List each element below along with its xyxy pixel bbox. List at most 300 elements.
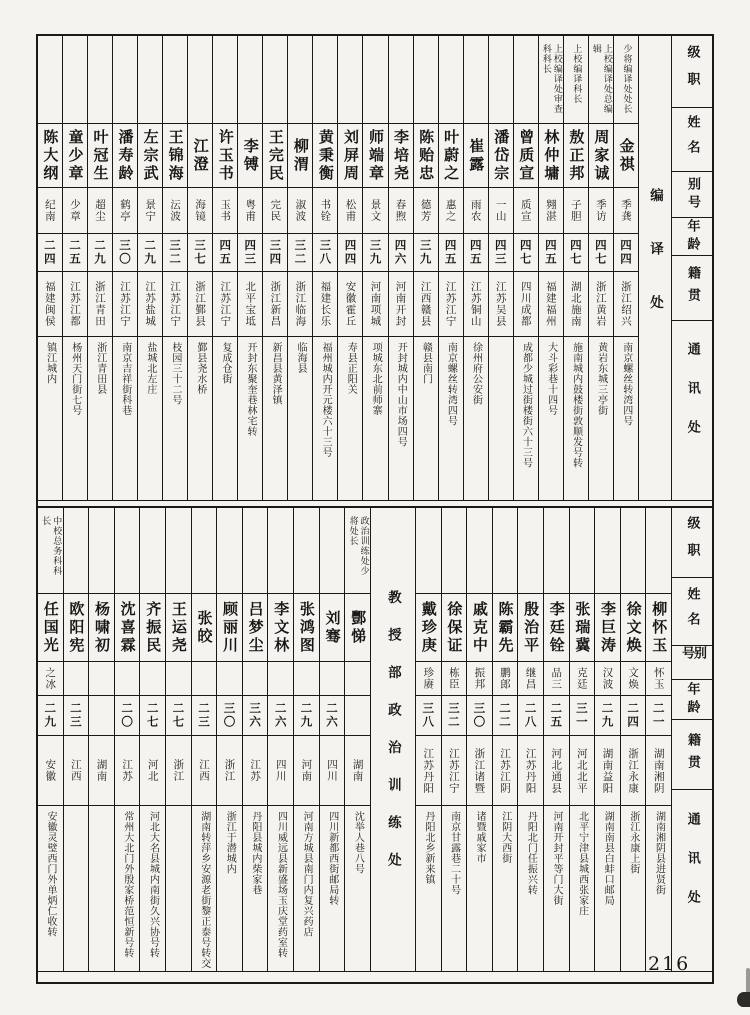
- alias-cell-text: 栋臣: [447, 667, 460, 690]
- rank-cell: [313, 36, 337, 124]
- name-cell: [570, 594, 595, 662]
- age-cell: [464, 234, 488, 272]
- native-cell: [243, 736, 268, 806]
- native-cell-text: 江苏: [121, 759, 134, 782]
- address-cell-text: 开封城内中山市场四号: [395, 342, 407, 447]
- name-cell: [416, 594, 441, 662]
- age-cell-text: 三〇: [472, 702, 487, 729]
- age-cell: [539, 234, 563, 272]
- native-cell-text: 江苏丹阳: [524, 747, 537, 794]
- address-cell: [243, 806, 268, 971]
- header-age: [672, 680, 712, 720]
- person-column: [237, 36, 262, 500]
- age-cell-text: 三二: [446, 702, 461, 729]
- person-column: [337, 36, 362, 500]
- address-cell-text: 徐州府公安街: [470, 342, 482, 405]
- name-cell-text: 李文林: [272, 600, 291, 655]
- name-cell: [564, 124, 588, 188]
- name-cell-text: 江澄: [191, 137, 210, 174]
- address-cell-text: 寿县正阳关: [345, 342, 357, 395]
- name-cell: [163, 124, 187, 188]
- rank-cell: [163, 36, 187, 124]
- alias-cell-text: 汉波: [601, 667, 614, 690]
- alias-cell-text: 一山: [494, 199, 507, 222]
- person-column: [212, 36, 237, 500]
- rank-cell-text: 政治训练处少将处长: [347, 516, 369, 576]
- age-cell-text: 二五: [549, 702, 564, 729]
- name-cell: [489, 124, 513, 188]
- alias-cell: [464, 188, 488, 234]
- name-cell-text: 许玉书: [216, 128, 235, 183]
- name-cell-text: 黄秉衡: [316, 128, 335, 183]
- rank-cell: [439, 36, 463, 124]
- alias-cell: [621, 662, 646, 696]
- address-cell: [138, 337, 162, 500]
- name-cell: [166, 594, 191, 662]
- name-cell: [263, 124, 287, 188]
- address-cell-text: 河北大名县城内南街久兴协号转: [147, 811, 159, 958]
- name-cell: [544, 594, 569, 662]
- alias-cell-text: 季访: [594, 199, 607, 222]
- rank-cell: [320, 508, 345, 594]
- rank-cell: [188, 36, 212, 124]
- address-cell: [467, 806, 492, 971]
- name-cell-text: 殷治平: [522, 600, 541, 655]
- address-cell-text: 四川新都西街邮局转: [326, 811, 338, 906]
- rank-cell: [38, 36, 62, 124]
- name-cell-text: 周家诚: [592, 128, 611, 183]
- native-cell-text: 浙江临海: [294, 281, 307, 327]
- native-cell-text: 浙江绍兴: [619, 281, 632, 327]
- age-cell: [621, 696, 646, 736]
- native-cell: [518, 736, 543, 806]
- name-cell-text: 齐振民: [144, 600, 163, 655]
- native-cell: [163, 272, 187, 337]
- age-cell-text: 三九: [418, 239, 433, 266]
- native-cell: [493, 736, 518, 806]
- column-headers: [671, 508, 712, 971]
- name-cell: [338, 124, 362, 188]
- address-cell: [595, 806, 620, 971]
- name-cell-text: 师端章: [367, 128, 385, 183]
- address-cell-text: 河南开封平等门大街: [551, 811, 562, 906]
- address-cell: [192, 806, 217, 971]
- alias-cell-text: 克廷: [575, 667, 588, 690]
- age-cell-text: 四七: [518, 239, 533, 266]
- age-cell: [614, 234, 638, 272]
- rank-cell: [514, 36, 538, 124]
- section-title: 教授部政治训练处: [384, 589, 401, 890]
- name-cell: [89, 594, 114, 662]
- alias-cell: [263, 188, 287, 234]
- rank-cell-text: 上校编译科长: [571, 44, 582, 104]
- person-column: [517, 508, 543, 971]
- address-cell: [89, 806, 114, 971]
- age-cell: [263, 234, 287, 272]
- address-cell: [439, 337, 463, 500]
- address-cell: [113, 337, 137, 500]
- header-rank: [672, 36, 712, 108]
- native-cell: [140, 736, 165, 806]
- native-cell: [313, 272, 337, 337]
- address-cell: [268, 806, 293, 971]
- rank-cell: [263, 36, 287, 124]
- name-cell-text: 叶蔚之: [442, 128, 461, 183]
- roster-table-bottom: [36, 506, 714, 984]
- person-column: [594, 508, 620, 971]
- native-cell-text: 江苏江宁: [219, 281, 232, 327]
- alias-cell: [493, 662, 518, 696]
- address-cell-text: 沈举人巷八号: [352, 811, 364, 874]
- alias-cell-text: 松甫: [344, 199, 357, 222]
- alias-cell: [489, 188, 513, 234]
- alias-cell-text: 书铨: [319, 199, 332, 222]
- address-cell-text: 北平宁津县城西张家庄: [576, 811, 588, 916]
- age-cell: [595, 696, 620, 736]
- address-cell: [493, 806, 518, 971]
- native-cell-text: 湖南: [95, 759, 108, 782]
- address-cell: [589, 337, 613, 500]
- age-cell-text: 二九: [43, 702, 58, 729]
- native-cell-text: 福建闽侯: [43, 281, 56, 327]
- age-cell: [320, 696, 345, 736]
- name-cell: [363, 124, 387, 188]
- header-native: [672, 720, 712, 790]
- name-cell: [217, 594, 242, 662]
- person-column: [466, 508, 492, 971]
- age-cell-text: 三八: [318, 239, 333, 266]
- age-cell: [564, 234, 588, 272]
- alias-cell-text: 翙湛: [544, 199, 557, 222]
- address-cell: [88, 337, 112, 500]
- person-column: [87, 36, 112, 500]
- native-cell-text: 浙江诸暨: [473, 747, 486, 794]
- rank-cell: [464, 36, 488, 124]
- age-cell: [294, 696, 319, 736]
- name-cell-text: 陈贻忠: [417, 128, 436, 183]
- name-cell: [288, 124, 312, 188]
- name-cell-text: 李培尧: [392, 128, 411, 183]
- address-cell-text: 浙江青田县: [94, 342, 106, 395]
- rank-cell: [89, 508, 114, 594]
- rank-cell: [345, 508, 370, 594]
- header-age-text: 年龄: [684, 218, 700, 255]
- alias-cell: [63, 188, 87, 234]
- name-cell-text: 崔露: [467, 137, 486, 174]
- person-column: [262, 36, 287, 500]
- name-cell: [115, 594, 140, 662]
- age-cell: [493, 696, 518, 736]
- header-name-text: 姓名: [684, 114, 700, 165]
- native-cell: [113, 272, 137, 337]
- address-cell: [646, 806, 671, 971]
- rank-cell: [493, 508, 518, 594]
- scan-edge-mark: [746, 968, 750, 998]
- alias-cell-text: 景文: [369, 199, 382, 222]
- person-column: [191, 508, 217, 971]
- native-cell: [489, 272, 513, 337]
- native-cell: [621, 736, 646, 806]
- address-cell-text: 福州城内开元楼六十三号: [320, 342, 332, 458]
- alias-cell: [389, 188, 413, 234]
- age-cell-text: 三四: [268, 239, 283, 266]
- native-cell: [514, 272, 538, 337]
- native-cell-text: 江苏吴县: [494, 281, 507, 327]
- alias-cell: [595, 662, 620, 696]
- native-cell-text: 湖南湘阴: [652, 747, 665, 794]
- age-cell-text: 二六: [273, 702, 288, 729]
- alias-cell: [518, 662, 543, 696]
- native-cell: [38, 272, 62, 337]
- name-cell-text: 刘骞: [323, 609, 342, 646]
- name-cell-text: 刘屏周: [341, 128, 360, 183]
- header-alias: [672, 172, 712, 218]
- name-cell-text: 潘寿龄: [116, 128, 135, 183]
- native-cell: [414, 272, 438, 337]
- age-cell-text: 三九: [368, 239, 383, 266]
- alias-cell-text: 惠之: [444, 199, 457, 222]
- address-cell: [514, 337, 538, 500]
- name-cell: [442, 594, 467, 662]
- address-cell-text: 南京螺丝转湾四号: [445, 342, 457, 426]
- alias-cell-text: 振邦: [473, 667, 486, 690]
- alias-cell: [570, 662, 595, 696]
- native-cell: [88, 272, 112, 337]
- address-cell: [166, 806, 191, 971]
- native-cell: [213, 272, 237, 337]
- age-cell: [268, 696, 293, 736]
- alias-cell: [414, 188, 438, 234]
- age-cell: [64, 696, 89, 736]
- age-cell-text: 二四: [626, 702, 641, 729]
- age-cell-text: 四六: [393, 239, 408, 266]
- alias-cell: [564, 188, 588, 234]
- age-cell-text: 二〇: [120, 702, 135, 729]
- alias-cell: [294, 662, 319, 696]
- native-cell: [64, 736, 89, 806]
- native-cell: [442, 736, 467, 806]
- table-columns-top: [38, 36, 712, 500]
- age-cell: [243, 696, 268, 736]
- name-cell-text: 李巨涛: [598, 600, 617, 655]
- rank-cell: [518, 508, 543, 594]
- age-cell-text: 三六: [248, 702, 263, 729]
- address-cell: [518, 806, 543, 971]
- person-column: [38, 508, 63, 971]
- name-cell-text: 顾丽川: [221, 600, 240, 655]
- age-cell-text: 三七: [193, 239, 208, 266]
- native-cell-text: 安徽霍丘: [344, 281, 357, 327]
- table-footer-strip: [38, 971, 712, 982]
- age-cell-text: 二一: [651, 702, 666, 729]
- person-column: [388, 36, 413, 500]
- header-rank: [672, 508, 712, 578]
- alias-cell: [467, 662, 492, 696]
- age-cell-text: 三〇: [118, 239, 133, 266]
- name-cell: [64, 594, 89, 662]
- address-cell: [570, 806, 595, 971]
- native-cell-text: 江苏盐城: [144, 281, 157, 327]
- alias-cell-text: 德芳: [419, 199, 432, 222]
- header-address-text: 通讯处: [684, 341, 700, 459]
- address-cell: [188, 337, 212, 500]
- address-cell-text: 枝园三十二号: [169, 342, 181, 405]
- rank-cell-text: 上校编译处审查科科长: [540, 44, 562, 114]
- age-cell: [313, 234, 337, 272]
- age-cell: [544, 696, 569, 736]
- native-cell-text: 湖北施南: [569, 281, 582, 327]
- rank-cell: [140, 508, 165, 594]
- name-cell: [238, 124, 262, 188]
- address-cell-text: 盐城北左庄: [144, 342, 156, 395]
- name-cell-text: 左宗武: [141, 128, 160, 183]
- address-cell: [489, 337, 513, 500]
- address-cell-text: 南京吉祥街科巷: [119, 342, 131, 416]
- rank-cell: [217, 508, 242, 594]
- name-cell-text: 杨啸初: [93, 600, 111, 655]
- native-cell-text: 河南开封: [394, 281, 407, 327]
- age-cell-text: 四四: [618, 239, 633, 266]
- age-cell-text: 二六: [324, 702, 339, 729]
- address-cell-text: 杨州天门街七号: [69, 342, 81, 416]
- alias-cell-text: 鹤亭: [119, 199, 132, 222]
- alias-cell: [416, 662, 441, 696]
- name-cell: [539, 124, 563, 188]
- address-cell-text: 江阴大西街: [499, 811, 511, 864]
- name-cell-text: 陈大纲: [41, 128, 60, 183]
- alias-cell: [140, 662, 165, 696]
- rank-cell: [489, 36, 513, 124]
- native-cell-text: 河北北平: [575, 747, 588, 794]
- age-cell-text: 四七: [593, 239, 608, 266]
- age-cell: [489, 234, 513, 272]
- native-cell-text: 四川: [274, 759, 287, 782]
- age-cell: [589, 234, 613, 272]
- age-cell-text: 四五: [468, 239, 483, 266]
- header-address: [672, 321, 712, 479]
- age-cell-text: 二四: [42, 239, 57, 266]
- person-column: [242, 508, 268, 971]
- name-cell: [464, 124, 488, 188]
- address-cell-text: 临海县: [295, 342, 307, 374]
- address-cell: [389, 337, 413, 500]
- rank-cell: [268, 508, 293, 594]
- address-cell-text: 丹阳县城内柴家巷: [249, 811, 261, 895]
- native-cell: [564, 272, 588, 337]
- address-cell-text: 复成仓街: [219, 342, 231, 384]
- native-cell-text: 浙江青田: [93, 281, 106, 327]
- alias-cell-text: 子胆: [569, 199, 582, 222]
- native-cell-text: 河北通县: [550, 747, 563, 794]
- address-cell-text: 南京螺丝转湾四号: [620, 342, 632, 426]
- age-cell-text: 四五: [443, 239, 458, 266]
- native-cell-text: 四川: [325, 759, 338, 782]
- native-cell: [363, 272, 387, 337]
- name-cell-text: 戚克中: [470, 600, 489, 655]
- age-cell: [115, 696, 140, 736]
- native-cell-text: 江苏江宁: [444, 281, 457, 327]
- address-cell-text: 浙江于潜城内: [224, 811, 236, 874]
- person-column: [38, 36, 62, 500]
- native-cell-text: 福建长乐: [319, 281, 332, 327]
- name-cell-text: 李镈: [241, 137, 260, 174]
- alias-cell: [243, 662, 268, 696]
- rank-cell-text: 少将编译处处长: [621, 44, 632, 114]
- name-cell: [320, 594, 345, 662]
- address-cell-text: 湖南南县白蚌口邮局: [602, 811, 614, 906]
- address-cell: [544, 806, 569, 971]
- age-cell-text: 二三: [68, 702, 83, 729]
- rank-cell: [238, 36, 262, 124]
- person-column: [187, 36, 212, 500]
- native-cell-text: 浙江: [223, 759, 236, 782]
- address-cell: [313, 337, 337, 500]
- person-column: [463, 36, 488, 500]
- native-cell-text: 河南: [300, 759, 313, 782]
- alias-cell: [188, 188, 212, 234]
- native-cell-text: 河北: [146, 759, 159, 782]
- rank-cell: [414, 36, 438, 124]
- native-cell: [416, 736, 441, 806]
- native-cell: [389, 272, 413, 337]
- rank-cell: [564, 36, 588, 124]
- native-cell-text: 北平宝坻: [244, 281, 257, 327]
- alias-cell-text: 季龚: [619, 199, 632, 222]
- name-cell: [439, 124, 463, 188]
- address-cell-text: 四川威远县新盛场玉庆堂药室转: [275, 811, 287, 958]
- age-cell: [363, 234, 387, 272]
- rank-cell: [138, 36, 162, 124]
- native-cell-text: 江苏江宁: [169, 281, 182, 327]
- name-cell-text: 陈霸先: [496, 600, 515, 655]
- native-cell: [544, 736, 569, 806]
- alias-cell: [439, 188, 463, 234]
- person-column: [588, 36, 613, 500]
- person-column: [139, 508, 165, 971]
- address-cell-text: 成都少城过街楼街六十三号: [520, 342, 532, 468]
- alias-cell-text: 之冰: [44, 667, 57, 690]
- native-cell: [439, 272, 463, 337]
- person-column: [88, 508, 114, 971]
- native-cell: [646, 736, 671, 806]
- address-cell: [363, 337, 387, 500]
- age-cell-text: 四四: [343, 239, 358, 266]
- person-column: [312, 36, 337, 500]
- column-headers: [671, 36, 712, 500]
- alias-cell: [88, 188, 112, 234]
- native-cell: [539, 272, 563, 337]
- age-cell-text: 二三: [196, 702, 211, 729]
- age-cell: [414, 234, 438, 272]
- native-cell-text: 江苏: [249, 759, 262, 782]
- age-cell-text: 四五: [543, 239, 558, 266]
- alias-cell: [115, 662, 140, 696]
- address-cell: [414, 337, 438, 500]
- alias-cell: [38, 188, 62, 234]
- person-column: [344, 508, 370, 971]
- name-cell: [63, 124, 87, 188]
- address-cell-text: 常州大北门外殷家桥范恒新号转: [121, 811, 133, 958]
- person-column: [513, 36, 538, 500]
- native-cell-text: 湖南益阳: [601, 747, 614, 794]
- person-column: [543, 508, 569, 971]
- person-column: [267, 508, 293, 971]
- age-cell: [63, 234, 87, 272]
- name-cell: [589, 124, 613, 188]
- alias-cell: [514, 188, 538, 234]
- age-cell: [338, 234, 362, 272]
- name-cell-text: 王完民: [266, 128, 285, 183]
